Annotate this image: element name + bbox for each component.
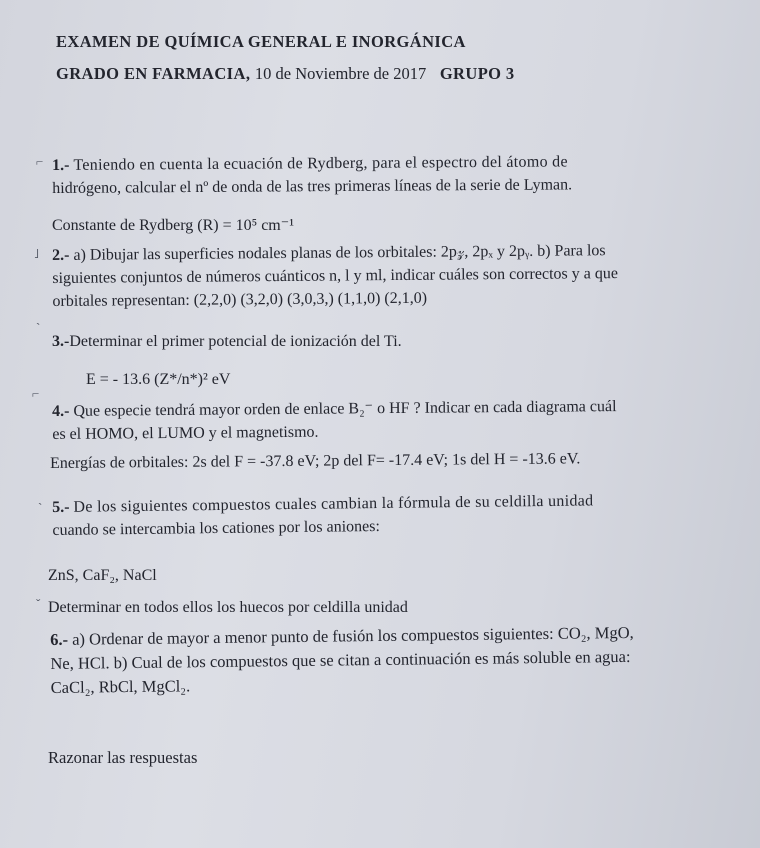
check-mark-icon: ˋ <box>36 320 41 335</box>
closing-instruction: Razonar las respuestas <box>48 748 198 767</box>
exam-date: 10 de Noviembre de 2017 <box>254 64 427 83</box>
question-text: a) Ordenar de mayor a menor punto de fusión los compuestos siguientes: CO₂, MgO, <box>72 622 634 649</box>
orbital-energies: Energías de orbitales: 2s del F = -37.8 eV; 2p del F= -17.4 eV; 1s del H = -13.6 eV. <box>50 450 581 472</box>
question-4 <box>52 395 617 446</box>
question-text: Que especie tendrá mayor orden de enlace B₂⁻ o HF ? Indicar en cada diagrama cuál <box>73 398 617 420</box>
check-mark-icon: ˇ <box>36 596 41 611</box>
question-number: 5.- <box>52 498 70 516</box>
group-label: GRUPO 3 <box>439 64 515 83</box>
check-mark-icon: ˋ <box>38 500 43 515</box>
question-number: 6.- <box>50 629 69 649</box>
question-number: 2.- <box>52 246 70 264</box>
exam-title: EXAMEN DE QUÍMICA GENERAL E INORGÁNICA <box>56 32 466 51</box>
quantum-numbers: orbitales representan: (2,2,0) (3,2,0) (3,0,3,) (1,1,0) (2,1,0) <box>52 289 428 310</box>
question-number: 3.- <box>52 333 70 350</box>
question-2 <box>52 239 618 313</box>
question-text: siguientes conjuntos de números cuánticos n, l y ml, indicar cuáles son correctos y a que <box>52 265 618 287</box>
question-5 <box>52 489 594 542</box>
compounds-list: ZnS, CaF₂, NaCl <box>48 567 157 584</box>
question-text: es el HOMO, el LUMO y el magnetismo. <box>52 423 319 443</box>
check-mark-icon: ⌐ <box>36 154 44 169</box>
question-text: Determinar el primer potencial de ionización del Ti. <box>69 333 402 350</box>
question-6 <box>50 621 634 700</box>
question-text: De los siguientes compuestos cuales cambian la fórmula de su celdilla unidad <box>73 492 594 516</box>
question-1 <box>52 150 572 200</box>
question-text: cuando se intercambia los cationes por los aniones: <box>52 517 380 539</box>
question-text: a) Dibujar las superficies nodales planas de los orbitales: 2p𝓏, 2pₓ y 2pᵧ. b) Para los <box>73 242 606 264</box>
grado-label: GRADO EN FARMACIA, <box>56 64 251 83</box>
ionization-formula: E = - 13.6 (Z*/n*)² eV <box>86 371 231 388</box>
check-mark-icon: ˩ <box>34 246 39 261</box>
question-number: 4.- <box>52 402 70 420</box>
question-text: Ne, HCl. b) Cual de los compuestos que se citan a continuación es más soluble en agua: <box>50 646 631 673</box>
rydberg-constant: Constante de Rydberg (R) = 10⁵ cm⁻¹ <box>52 217 294 234</box>
question-number: 1.- <box>52 156 70 174</box>
exam-subtitle <box>56 64 515 84</box>
question-text: Determinar en todos ellos los huecos por celdilla unidad <box>48 599 408 616</box>
check-mark-icon: ⌐ <box>32 386 40 401</box>
question-text: CaCl₂, RbCl, MgCl₂. <box>50 676 191 697</box>
question-text: Teniendo en cuenta la ecuación de Rydberg, para el espectro del átomo de <box>73 153 568 174</box>
question-3 <box>52 330 402 353</box>
question-text: hidrógeno, calcular el nº de onda de las tres primeras líneas de la serie de Lyman. <box>52 176 573 197</box>
